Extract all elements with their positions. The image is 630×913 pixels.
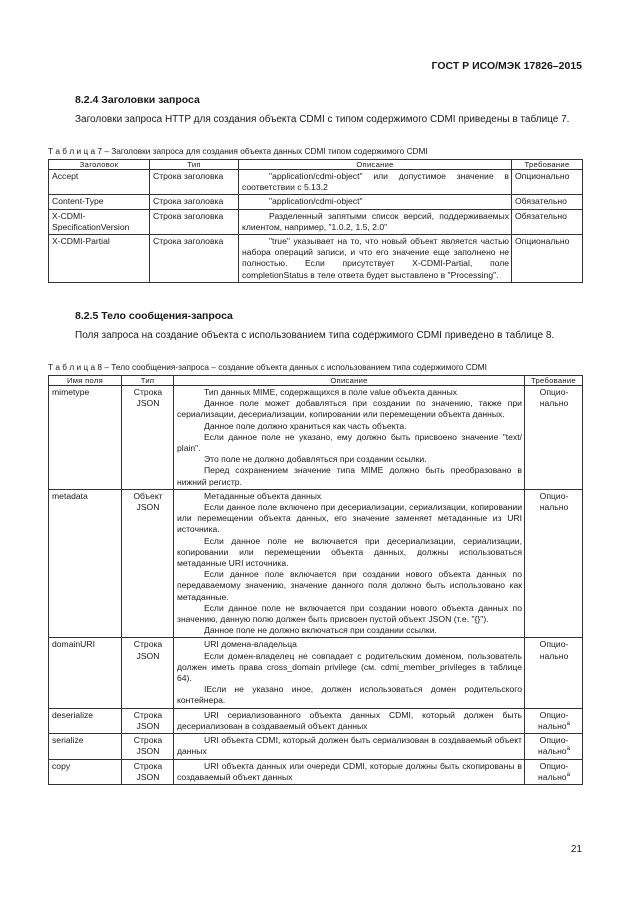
description-paragraph: Это поле не должно добавляться при создании ссылки.: [204, 454, 427, 465]
requirement-text: Опцио-нально: [538, 709, 569, 731]
table-row: [49, 759, 583, 784]
table-row: [49, 170, 583, 195]
table-row: [49, 386, 583, 490]
field-requirement-cell: [525, 386, 583, 490]
header-name-cell: X-CDMI-Partial: [49, 235, 150, 283]
table-8-col-requirement: Требование: [525, 376, 583, 386]
table-row: [49, 209, 583, 234]
field-name-cell: metadata: [49, 489, 122, 638]
header-description-cell: "application/cdmi-object": [239, 195, 512, 209]
field-type-cell: Строка JSON: [122, 708, 174, 733]
field-type-cell: Объект JSON: [122, 489, 174, 638]
footnote-marker: a: [566, 746, 570, 753]
section-title-8-2-4: 8.2.4 Заголовки запроса: [75, 94, 200, 106]
header-type-cell: Строка заголовка: [150, 195, 239, 209]
description-paragraph: URI объекта данных или очереди CDMI, которые должны быть скопированы в создаваемый объект данных: [177, 760, 522, 782]
table-7-col-type: Тип: [150, 160, 239, 170]
header-name-cell: Content-Type: [49, 195, 150, 209]
field-type-cell: Строка JSON: [122, 759, 174, 784]
footnote-marker: a: [566, 721, 570, 728]
footnote-marker: a: [566, 771, 570, 778]
header-type-cell: Строка заголовка: [150, 170, 239, 195]
field-type-cell: Строка JSON: [122, 734, 174, 759]
description-paragraph: Данное поле может добавляться при создании по значению, также при сериализации, десериализации, копировании или перемещении объекта данных.: [177, 398, 522, 420]
standard-header: ГОСТ Р ИСО/МЭК 17826–2015: [431, 60, 582, 72]
field-requirement-cell: [525, 734, 583, 759]
header-requirement-cell: Опционально: [512, 235, 583, 283]
header-type-cell: Строка заголовка: [150, 235, 239, 283]
header-requirement-cell: Опционально: [512, 170, 583, 195]
field-description-cell: [174, 489, 525, 638]
table-row: [49, 195, 583, 209]
table-row: [49, 708, 583, 733]
field-type-cell: Строка JSON: [122, 638, 174, 708]
field-name-cell: domainURI: [49, 638, 122, 708]
description-paragraph: Данное поле не должно включаться при создании ссылки.: [204, 625, 437, 636]
field-requirement-cell: [525, 638, 583, 708]
table-7-col-description: Описание: [239, 160, 512, 170]
table-7: [48, 159, 583, 283]
requirement-text: Опцио-нально: [539, 639, 569, 661]
table-8: [48, 375, 583, 785]
header-name-cell: X-CDMI-SpecificationVersion: [49, 209, 150, 234]
description-paragraph: Метаданные объекта данных: [204, 490, 322, 501]
header-type-cell: Строка заголовка: [150, 209, 239, 234]
header-description-cell: Разделенный запятыми список версий, поддерживаемых клиентом, например, "1.0.2, 1.5, 2.0": [239, 209, 512, 234]
page-number: 21: [570, 844, 582, 855]
header-name-cell: Accept: [49, 170, 150, 195]
field-name-cell: deserialize: [49, 708, 122, 733]
field-description-cell: [174, 759, 525, 784]
table-row: [49, 638, 583, 708]
table-8-header-row: [49, 376, 583, 386]
table-8-col-description: Описание: [174, 376, 525, 386]
field-requirement-cell: [525, 759, 583, 784]
table-row: [49, 489, 583, 638]
description-paragraph: Если домен-владелец не совпадает с родительским доменом, пользователь должен иметь права cross_domain privilege (см. cdmi_member_privileges в таблице 64).: [177, 650, 522, 684]
field-description-cell: [174, 386, 525, 490]
description-paragraph: Тип данных MIME, содержащихся в поле value объекта данных: [204, 387, 458, 397]
description-paragraph: Если данное поле не включается при создании нового объекта данных по значению, данную полю должен быть присвоен пустой объект JSON (т.е. "{}").: [177, 602, 522, 625]
description-paragraph: URI объекта CDMI, который должен быть сериализован в создаваемый объект данных: [177, 735, 522, 757]
field-requirement-cell: [525, 708, 583, 733]
table-row: [49, 734, 583, 759]
description-paragraph: Если данное поле включено при десериализации, сериализации, копировании или перемещении объекта данных, его значение заменяет метаданные из URI источника.: [177, 502, 522, 535]
field-description-cell: [174, 638, 525, 708]
requirement-text: Опцио-нально: [539, 490, 569, 513]
description-paragraph: Перед сохранением значение типа MIME должно быть преобразовано в нижний регистр.: [177, 465, 522, 487]
header-requirement-cell: Обязательно: [512, 195, 583, 209]
table-7-col-requirement: Требование: [512, 160, 583, 170]
table-8-col-type: Тип: [122, 376, 174, 386]
field-name-cell: mimetype: [49, 386, 122, 490]
header-requirement-cell: Обязательно: [512, 209, 583, 234]
field-name-cell: serialize: [49, 734, 122, 759]
description-paragraph: IЕсли не указано иное, должен использоваться домен родительского контейнера.: [177, 684, 522, 706]
requirement-text: Опцио-нально: [538, 735, 569, 757]
description-paragraph: URI домена-владельца: [204, 639, 297, 650]
header-description-cell: "true" указывает на то, что новый объект является частью набора операций записи, и что его значение еще заполнено не полностью. Если присутствует X-CDMI-Partial, поле completionStatus в теле ответа будет выставлено в "Processing".: [239, 235, 512, 283]
table-8-col-field-name: Имя поля: [49, 376, 122, 386]
description-paragraph: Данное поле должно храниться как часть объекта.: [204, 420, 407, 431]
description-paragraph: Если данное поле не включается при десериализации, сериализации, копировании или перемещении объекта данных, должны использоваться метаданные URI источника.: [177, 535, 522, 569]
field-name-cell: copy: [49, 759, 122, 784]
section-8-2-4-intro: Заголовки запроса HTTP для создания объекта CDMI с типом содержимого CDMI приведены в таблице 7.: [75, 114, 570, 125]
section-title-8-2-5: 8.2.5 Тело сообщения-запроса: [75, 310, 233, 322]
field-description-cell: [174, 708, 525, 733]
description-paragraph: Если данное поле включается при создании нового объекта данных по передаваемому значению, значение данного поля должно быть использовано как метаданные.: [177, 569, 522, 602]
header-description-cell: "application/cdmi-object" или допустимое значение в соответствии с 5.13.2: [239, 170, 512, 195]
section-8-2-5-intro: Поля запроса на создание объекта с использованием типа содержимого CDMI приведено в таблице 8.: [75, 330, 555, 341]
table-7-col-header: Заголовок: [49, 160, 150, 170]
table-7-header-row: [49, 160, 583, 170]
description-paragraph: URI сериализованного объекта данных CDMI, который должен быть десериализован в создаваемый объект данных: [177, 709, 522, 731]
table-8-caption: Т а б л и ц а 8 – Тело сообщения-запроса – создание объекта данных с использованием типа содержимого CDMI: [48, 362, 487, 372]
field-requirement-cell: [525, 489, 583, 638]
field-type-cell: Строка JSON: [122, 386, 174, 490]
table-row: [49, 235, 583, 283]
field-description-cell: [174, 734, 525, 759]
requirement-text: Опцио-нально: [538, 760, 569, 782]
description-paragraph: Если данное поле не указано, ему должно быть присвоено значение "text/ plain".: [177, 431, 522, 454]
table-7-caption: Т а б л и ц а 7 – Заголовки запроса для создания объекта данных CDMI типом содержимого CDMI: [48, 146, 428, 156]
requirement-text: Опцио-нально: [539, 387, 569, 409]
